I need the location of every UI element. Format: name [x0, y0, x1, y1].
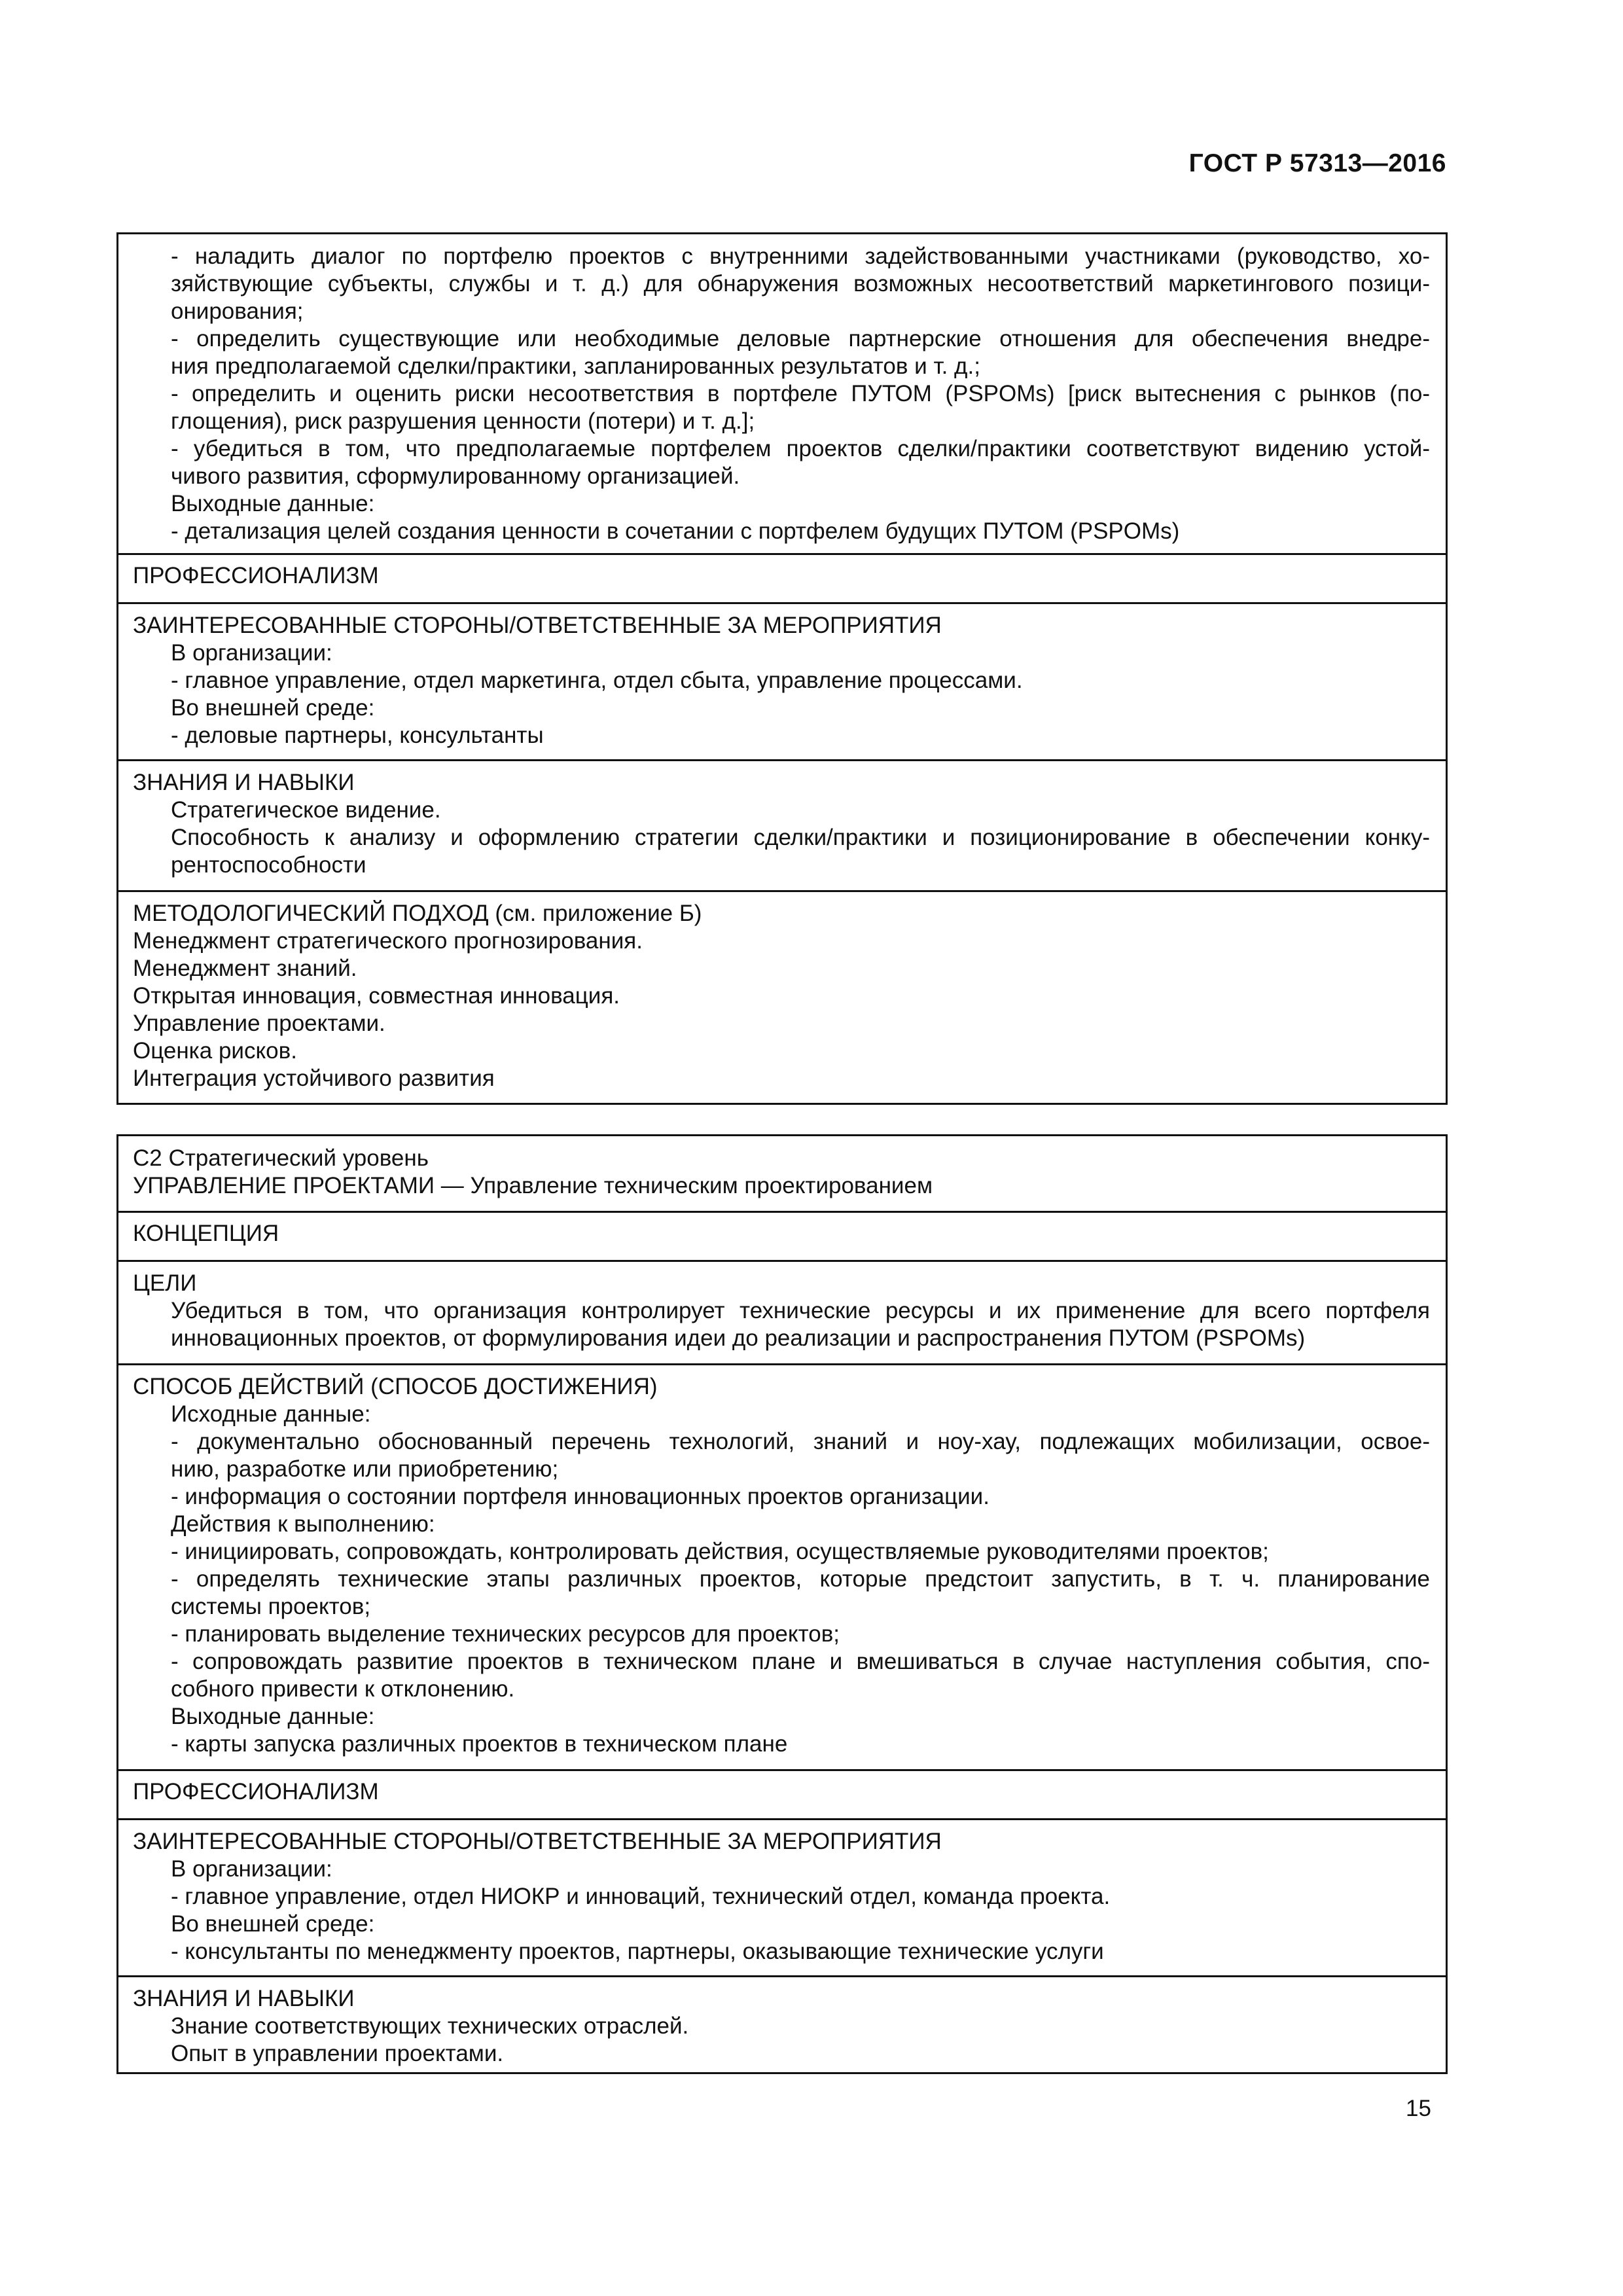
text-line: собного привести к отклонению. [171, 1676, 515, 1702]
text-line: зяйствующие субъекты, службы и т. д.) для обнаружения возможных несоответствий маркетингового позици- [171, 271, 1430, 296]
section-heading: ЗНАНИЯ И НАВЫКИ [133, 1986, 355, 2011]
table-cell-skills [118, 1975, 1446, 2072]
text-line: инновационных проектов, от формулирования идеи до реализации и распространения ПУТОМ (PSPOMs) [171, 1325, 1306, 1351]
text-line: Интеграция устойчивого развития [133, 1066, 495, 1091]
table-cell-goals [118, 1260, 1446, 1363]
text-line: В организации: [171, 640, 332, 666]
text-line: - информация о состоянии портфеля инновационных проектов организации. [171, 1484, 990, 1509]
text-line: Убедиться в том, что организация контролирует технические ресурсы и их применение для всего портфеля [171, 1298, 1430, 1323]
text-line: - деловые партнеры, консультанты [171, 723, 544, 748]
text-line: рентоспособности [171, 852, 366, 878]
table-cell-actions [118, 234, 1446, 553]
text-line: В организации: [171, 1856, 332, 1882]
section-heading: ЦЕЛИ [133, 1270, 197, 1296]
text-line: - наладить диалог по портфелю проектов с внутренними задействованными участниками (руководство, хо- [171, 243, 1430, 269]
text-line: онирования; [171, 298, 304, 324]
text-line: Выходные данные: [171, 491, 375, 516]
table-cell-stakeholders [118, 1818, 1446, 1975]
text-line: - планировать выделение технических ресурсов для проектов; [171, 1621, 840, 1647]
text-line: Во внешней среде: [171, 1911, 375, 1937]
text-line: ния предполагаемой сделки/практики, запланированных результатов и т. д.; [171, 353, 980, 379]
text-line: - сопровождать развитие проектов в техническом плане и вмешиваться в случае наступления события, спо- [171, 1649, 1430, 1674]
text-line: чивого развития, сформулированному организацией. [171, 463, 740, 489]
text-line: нию, разработке или приобретению; [171, 1456, 559, 1482]
table-cell-title [118, 1136, 1446, 1211]
text-line: - детализация целей создания ценности в сочетании с портфелем будущих ПУТОМ (PSPOMs) [171, 518, 1180, 544]
section-heading: ЗНАНИЯ И НАВЫКИ [133, 770, 355, 795]
text-line: - документально обоснованный перечень технологий, знаний и ноу-хау, подлежащих мобилизации, освое- [171, 1429, 1430, 1454]
text-line: Способность к анализу и оформлению стратегии сделки/практики и позиционирование в обеспечении конку- [171, 825, 1430, 850]
text-line: системы проектов; [171, 1594, 371, 1619]
table-cell-stakeholders [118, 602, 1446, 759]
section-heading: КОНЦЕПЦИЯ [133, 1221, 279, 1246]
text-line: Менеджмент знаний. [133, 956, 357, 981]
section-heading: ПРОФЕССИОНАЛИЗМ [133, 1779, 379, 1804]
text-line: Знание соответствующих технических отраслей. [171, 2013, 689, 2039]
section-heading: ПРОФЕССИОНАЛИЗМ [133, 563, 379, 588]
table-cell-method-of-action [118, 1363, 1446, 1769]
text-line: - определить существующие или необходимые деловые партнерские отношения для обеспечения внедре- [171, 326, 1430, 351]
table-cell-skills [118, 759, 1446, 890]
table-cell-professionalism [118, 553, 1446, 602]
table-title: С2 Стратегический уровень [133, 1145, 429, 1171]
text-line: - консультанты по менеджменту проектов, партнеры, оказывающие технические услуги [171, 1939, 1104, 1964]
page-number: 15 [1406, 2096, 1431, 2121]
table-continuation [116, 232, 1448, 1105]
table-cell-professionalism [118, 1769, 1446, 1818]
section-heading: МЕТОДОЛОГИЧЕСКИЙ ПОДХОД (см. приложение Б) [133, 901, 702, 926]
table-cell-concept [118, 1211, 1446, 1260]
text-line: - главное управление, отдел НИОКР и инноваций, технический отдел, команда проекта. [171, 1884, 1111, 1909]
text-line: Стратегическое видение. [171, 797, 441, 823]
document-number: ГОСТ Р 57313—2016 [1188, 149, 1446, 177]
text-line: - главное управление, отдел маркетинга, отдел сбыта, управление процессами. [171, 668, 1023, 693]
text-line: Менеджмент стратегического прогнозирования. [133, 928, 643, 954]
section-heading: ЗАИНТЕРЕСОВАННЫЕ СТОРОНЫ/ОТВЕТСТВЕННЫЕ ЗА МЕРОПРИЯТИЯ [133, 613, 942, 638]
table-cell-methodology [118, 890, 1446, 1103]
text-line: Во внешней среде: [171, 695, 375, 721]
text-line: - инициировать, сопровождать, контролировать действия, осуществляемые руководителями проектов; [171, 1539, 1269, 1564]
text-line: Выходные данные: [171, 1704, 375, 1729]
table-c2-strategic-level [116, 1134, 1448, 2074]
text-line: - убедиться в том, что предполагаемые портфелем проектов сделки/практики соответствуют видению устой- [171, 436, 1430, 461]
text-line: глощения), риск разрушения ценности (потери) и т. д.]; [171, 408, 755, 434]
section-heading: СПОСОБ ДЕЙСТВИЙ (СПОСОБ ДОСТИЖЕНИЯ) [133, 1374, 658, 1399]
text-line: Управление проектами. [133, 1011, 385, 1036]
text-line: Исходные данные: [171, 1401, 371, 1427]
text-line: Опыт в управлении проектами. [171, 2041, 504, 2066]
section-heading: ЗАИНТЕРЕСОВАННЫЕ СТОРОНЫ/ОТВЕТСТВЕННЫЕ ЗА МЕРОПРИЯТИЯ [133, 1829, 942, 1854]
text-line: Оценка рисков. [133, 1038, 297, 1064]
text-line: - определить и оценить риски несоответствия в портфеле ПУТОМ (PSPOMs) [риск вытеснения с рынков (по- [171, 381, 1430, 406]
table-subtitle: УПРАВЛЕНИЕ ПРОЕКТАМИ — Управление техническим проектированием [133, 1173, 933, 1198]
text-line: Действия к выполнению: [171, 1511, 435, 1537]
text-line: - определять технические этапы различных проектов, которые предстоит запустить, в т. ч. планирование [171, 1566, 1430, 1592]
text-line: Открытая инновация, совместная инновация. [133, 983, 620, 1009]
text-line: - карты запуска различных проектов в техническом плане [171, 1731, 788, 1757]
